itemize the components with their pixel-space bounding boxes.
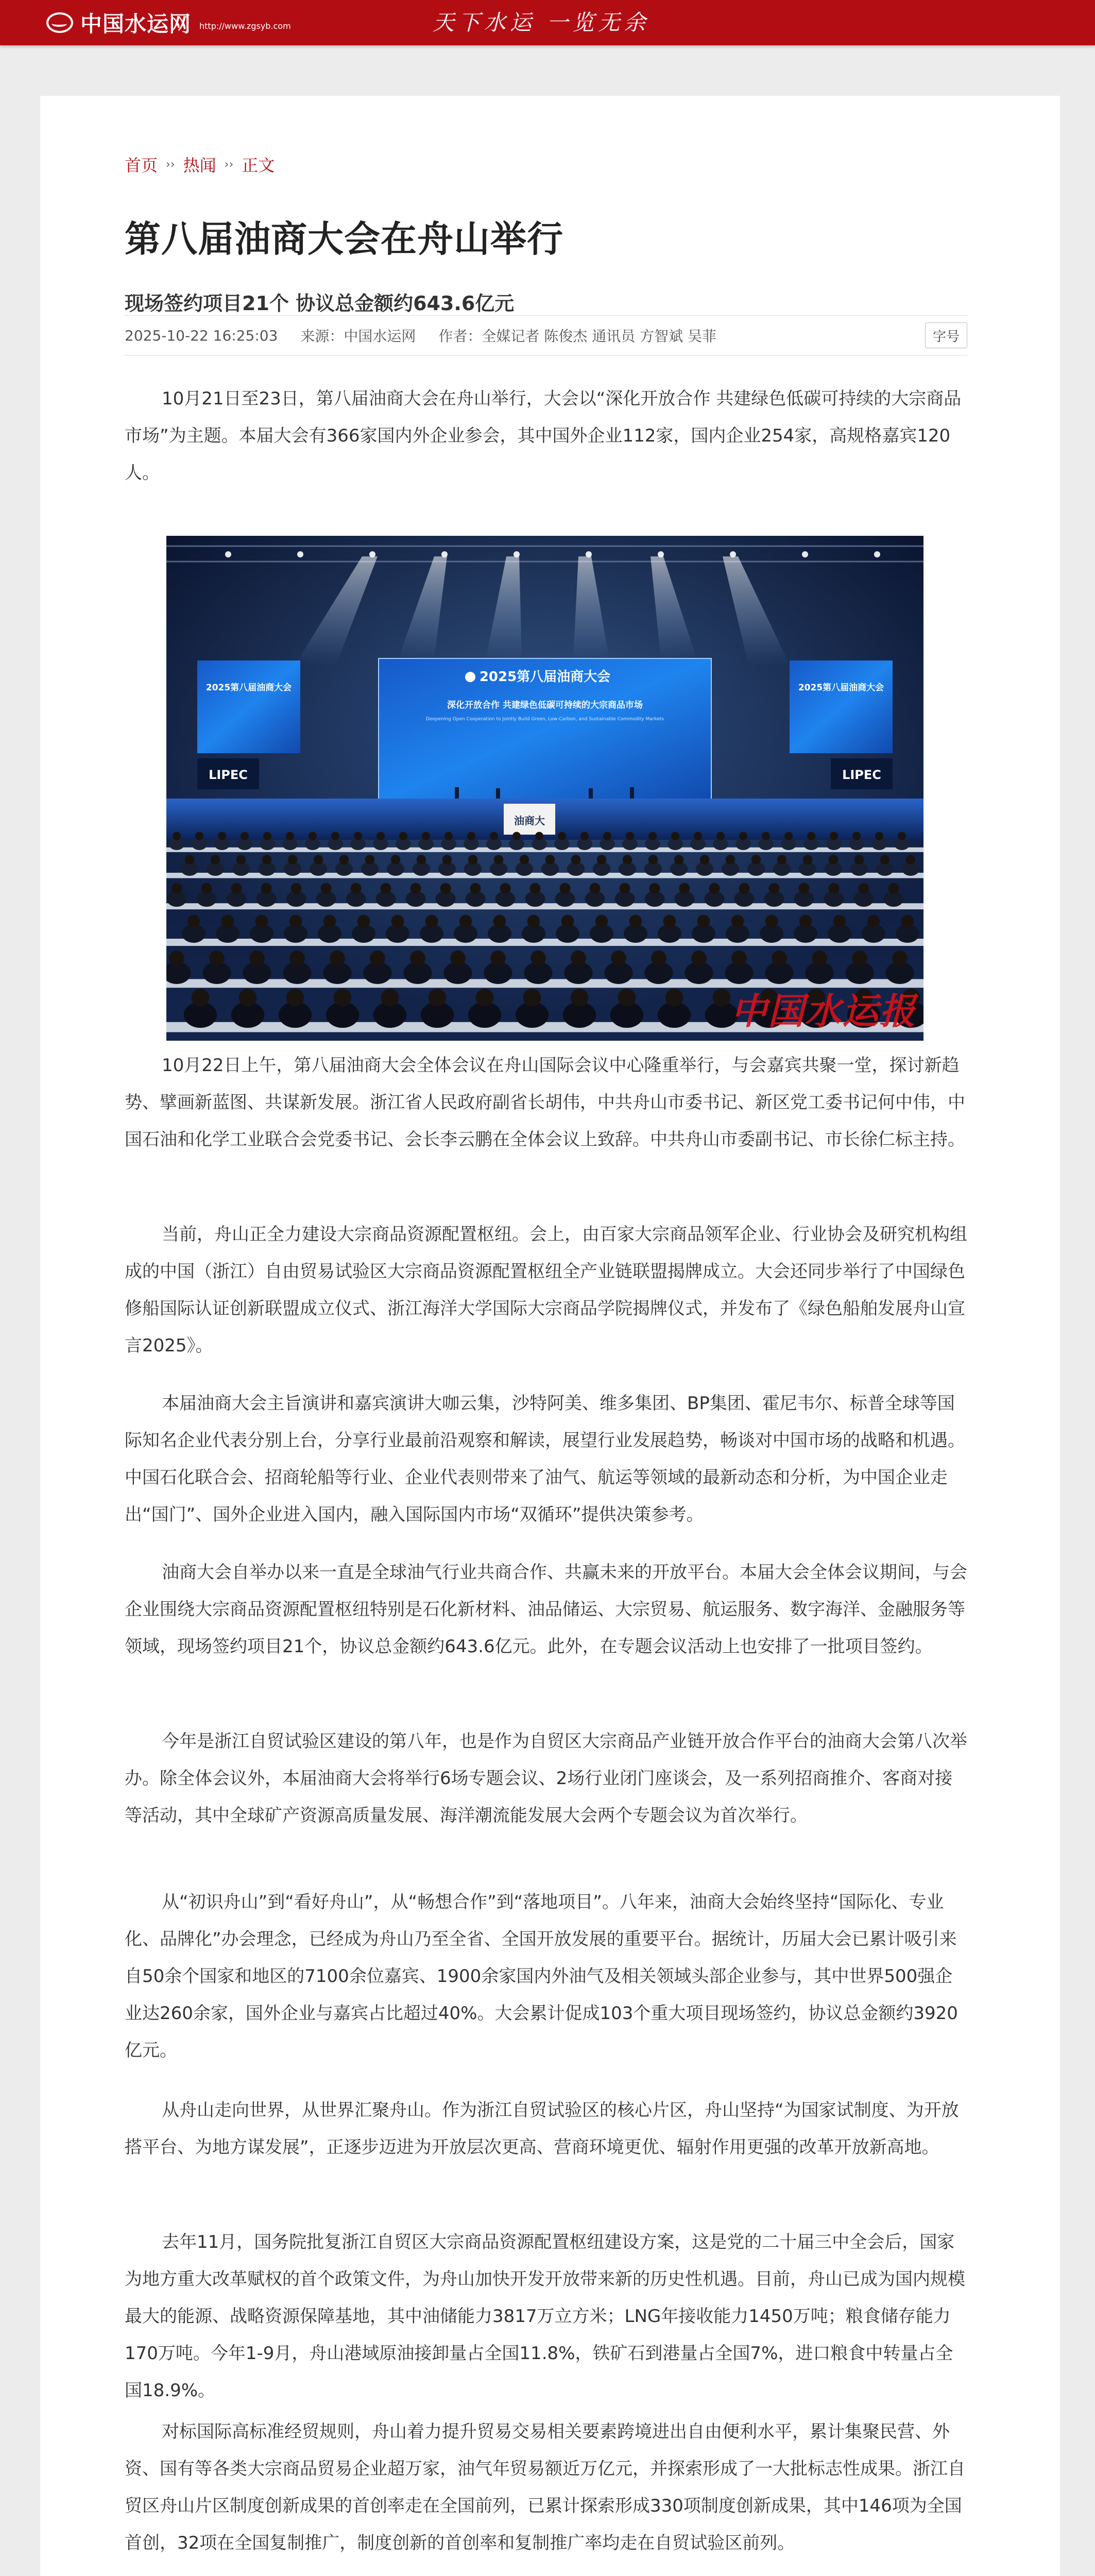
lipec-logo-left: LIPEC [209, 768, 248, 782]
watermark: 中国水运报 [731, 990, 916, 1032]
article-paragraph: 当前，舟山正全力建设大宗商品资源配置枢纽。会上，由百家大宗商品领军企业、行业协会及研究机构组成的中国（浙江）自由贸易试验区大宗商品资源配置枢纽全产业链联盟揭牌成立。大会还同步举行了中国绿色修船国际认证创新联盟成立仪式、浙江海洋大学国际大宗商品学院揭牌仪式，并发布了《绿色船舶发展舟山宣言2025》。 [125, 1224, 967, 1356]
font-size-button[interactable]: 字号 [925, 323, 967, 348]
article-title: 第八届油商大会在舟山举行 [125, 218, 563, 260]
breadcrumb-separator-icon: ›› [224, 158, 234, 171]
article-paragraph: 10月22日上午，第八届油商大会全体会议在舟山国际会议中心隆重举行，与会嘉宾共聚一堂，探讨新趋势、擘画新蓝图、共谋新发展。浙江省人民政府副省长胡伟，中共舟山市委书记、新区党工委书记何中伟，中国石油和化学工业联合会党委书记、会长李云鹏在全体会议上致辞。中共舟山市委副书记、市长徐仁标主持。 [125, 1055, 965, 1150]
article-paragraph: 今年是浙江自贸试验区建设的第八年，也是作为自贸区大宗商品产业链开放合作平台的油商大会第八次举办。除全体会议外，本届油商大会将举行6场专题会议、2场行业闭门座谈会，及一系列招商推介、客商对接等活动，其中全球矿产资源高质量发展、海洋潮流能发展大会两个专题会议为首次举行。 [125, 1731, 967, 1826]
breadcrumb-hot-news-link[interactable]: 热闻 [183, 156, 216, 175]
article-subtitle: 现场签约项目21个 协议总金额约643.6亿元 [125, 292, 515, 315]
breadcrumb [125, 152, 275, 176]
stage-title: 2025第八届油商大会 [479, 669, 611, 685]
article-meta [125, 315, 967, 355]
article-source: 来源：中国水运网 [300, 328, 416, 345]
site-header [0, 0, 1095, 45]
article-paragraph: 10月21日至23日，第八届油商大会在舟山举行，大会以“深化开放合作 共建绿色低碳可持续的大宗商品市场”为主题。本届大会有366家国内外企业参会，其中国外企业112家，国内企业254家，高规格嘉宾120人。 [125, 388, 962, 483]
article-paragraph: 从舟山走向世界，从世界汇聚舟山。作为浙江自贸试验区的核心片区，舟山坚持“为国家试制度、为开放搭平台、为地方谋发展”，正逐步迈进为开放层次更高、营商环境更优、辐射作用更强的改革开放新高地。 [125, 2100, 959, 2158]
podium-text: 油商大 [514, 815, 545, 827]
publish-date: 2025-10-22 16:25:03 [125, 327, 278, 344]
breadcrumb-separator-icon: ›› [166, 158, 175, 171]
article-paragraph: 去年11月，国务院批复浙江自贸区大宗商品资源配置枢纽建设方案，这是党的二十届三中全会后，国家为地方重大改革赋权的首个政策文件，为舟山加快开发开放带来新的历史性机遇。目前，舟山已成为国内规模最大的能源、战略资源保障基地，其中油储能力3817万立方米；LNG年接收能力1450万吨；粮食储存能力170万吨。今年1-9月，舟山港域原油接卸量占全国11.8%，铁矿石到港量占全国7%，进口粮食中转量占全国18.9%。 [125, 2232, 965, 2401]
site-logo[interactable] [46, 7, 291, 38]
article-paragraph: 油商大会自举办以来一直是全球油气行业共商合作、共赢未来的开放平台。本届大会全体会议期间，与会企业围绕大宗商品资源配置枢纽特别是石化新材料、油品储运、大宗贸易、航运服务、数字海洋、金融服务等领域，现场签约项目21个，协议总金额约643.6亿元。此外，在专题会议活动上也安排了一批项目签约。 [125, 1562, 967, 1657]
article-card [40, 96, 1060, 2576]
side-screen-left: 2025第八届油商大会 [206, 683, 292, 693]
article-paragraph: 从“初识舟山”到“看好舟山”，从“畅想合作”到“落地项目”。八年来，油商大会始终坚持“国际化、专业化、品牌化”办会理念，已经成为舟山乃至全省、全国开放发展的重要平台。据统计，历届大会已累计吸引来自50余个国家和地区的7100余位嘉宾、1900余家国内外油气及相关领域头部企业参与，其中世界500强企业达260余家，国外企业与嘉宾占比超过40%。大会累计促成103个重大项目现场签约，协议总金额约3920亿元。 [125, 1892, 958, 2061]
conference-photo [166, 536, 923, 1041]
logo-text: 中国水运网 [80, 11, 192, 37]
article-paragraph: 本届油商大会主旨演讲和嘉宾演讲大咖云集，沙特阿美、维多集团、BP集团、霍尼韦尔、标普全球等国际知名企业代表分别上台，分享行业最前沿观察和解读，展望行业发展趋势，畅谈对中国市场的战略和机遇。中国石化联合会、招商轮船等行业、企业代表则带来了油气、航运等领域的最新动态和分析，为中国企业走出“国门”、国外企业进入国内，融入国际国内市场“双循环”提供决策参考。 [125, 1393, 965, 1525]
breadcrumb-home-link[interactable]: 首页 [125, 156, 158, 175]
stage-slogan-en: Deepening Open Cooperation to Jointly Build Green, Low-Carbon, and Sustainable Commodity Markets [425, 717, 664, 722]
stage-slogan: 深化开放合作 共建绿色低碳可持续的大宗商品市场 [447, 700, 643, 710]
logo-url: http://www.zgsyb.com [199, 21, 291, 31]
article-paragraph: 对标国际高标准经贸规则，舟山着力提升贸易交易相关要素跨境进出自由便利水平，累计集聚民营、外资、国有等各类大宗商品贸易企业超万家，油气年贸易额近万亿元，并探索形成了一大批标志性成果。浙江自贸区舟山片区制度创新成果的首创率走在全国前列，已累计探索形成330项制度创新成果，其中146项为全国首创，32项在全国复制推广，制度创新的首创率和复制推广率均走在自贸试验区前列。 [125, 2421, 965, 2553]
lipec-logo-right: LIPEC [842, 768, 881, 782]
side-screen-right: 2025第八届油商大会 [798, 683, 884, 693]
breadcrumb-current: 正文 [242, 156, 275, 175]
article-author: 作者：全媒记者 陈俊杰 通讯员 方智斌 吴菲 [438, 328, 717, 345]
header-slogan: 天下水运 一览无余 [433, 10, 650, 35]
logo-wave-icon [46, 12, 73, 33]
